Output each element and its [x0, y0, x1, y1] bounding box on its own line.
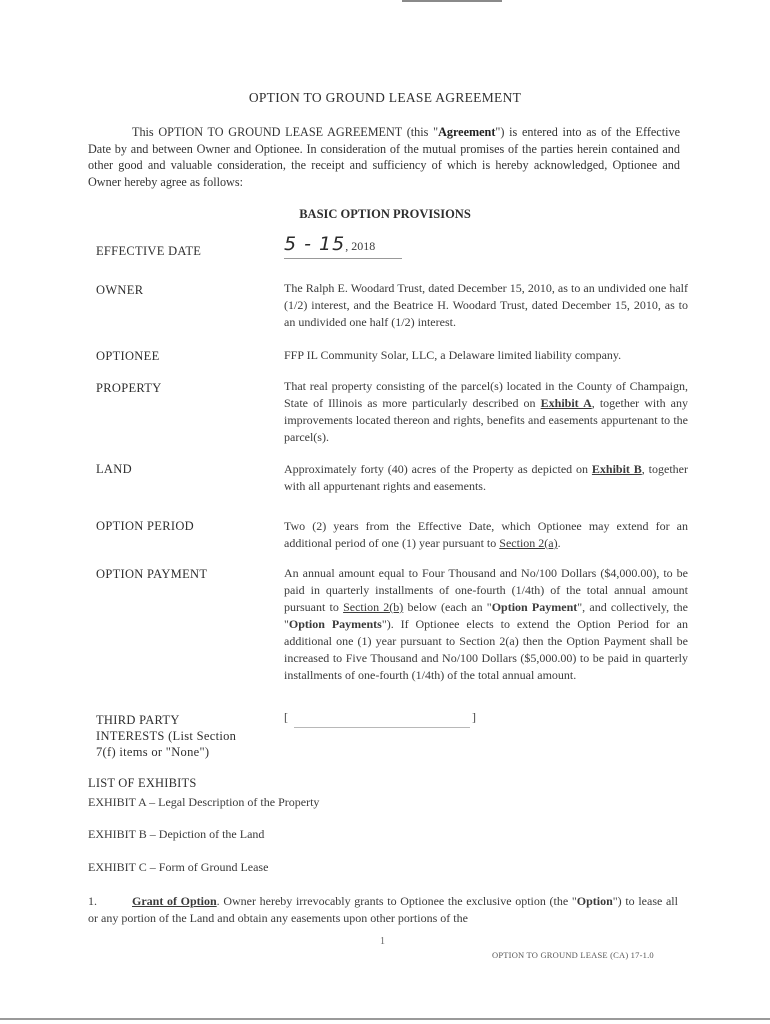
optionee-label: OPTIONEE [96, 349, 160, 363]
owner-label: OWNER [96, 283, 144, 297]
intro-paragraph: This OPTION TO GROUND LEASE AGREEMENT (this "Agreement") is entered into as of the Effective Date by and between Owner and Optionee. In consideration of the mutual promises of the parties herein contained and other good and valuable consideration, the receipt and sufficiency of which is hereby acknowledged, Optionee and Owner hereby agree as follows: [88, 125, 680, 189]
exhibit-a-item: EXHIBIT A – Legal Description of the Property [88, 795, 320, 809]
section-2b-ref: Section 2(b) [343, 600, 404, 614]
option-payments-term: Option Payments [288, 617, 382, 631]
document-title: OPTION TO GROUND LEASE AGREEMENT [248, 90, 522, 105]
third-party-blank-field [294, 727, 470, 728]
scan-edge [0, 1018, 770, 1020]
option-term: Option [576, 894, 613, 908]
owner-value: The Ralph E. Woodard Trust, dated December 15, 2010, as to an undivided one half (1/2) interest, and the Beatrice H. Woodard Trust, dated December 15, 2010, as to an undivided one half (1/2) interest. [284, 281, 688, 329]
exhibit-a-ref: Exhibit A [540, 396, 592, 410]
third-party-bracket-close: ] [472, 710, 476, 724]
exhibit-b-ref: Exhibit B [591, 462, 642, 476]
option-period-label: OPTION PERIOD [96, 519, 194, 533]
agreement-term: Agreement [438, 125, 496, 139]
third-party-label: THIRD PARTY INTERESTS (List Section 7(f) items or "None") [96, 713, 237, 759]
exhibits-title: LIST OF EXHIBITS [88, 776, 197, 790]
grant-of-option-heading: Grant of Option [132, 894, 217, 908]
handwritten-date: 5 - 15 [284, 233, 346, 255]
effective-date-value: 5 - 15, 2018 [284, 233, 376, 255]
date-underline [284, 258, 402, 259]
scan-mark [402, 0, 502, 2]
document-footer: OPTION TO GROUND LEASE (CA) 17-1.0 [492, 950, 654, 960]
section-heading: BASIC OPTION PROVISIONS [299, 207, 471, 221]
exhibit-b-item: EXHIBIT B – Depiction of the Land [88, 827, 265, 841]
land-value: Approximately forty (40) acres of the Property as depicted on Exhibit B, together with all appurtenant rights and easements. [284, 462, 688, 493]
property-value: That real property consisting of the parcel(s) located in the County of Champaign, State of Illinois as more particularly described on Exhibit A, together with any improvements located thereon and rights, benefits and easements appurtenant to the parcel(s). [284, 379, 688, 444]
option-payment-value: An annual amount equal to Four Thousand and No/100 Dollars ($4,000.00), to be paid in quarterly installments of one-fourth (1/4th) of the total annual amount pursuant to Section 2(b) below (each an "Option Payment", and collectively, the "Option Payments"). If Optionee elects to extend the Option Period for an additional one (1) year pursuant to Section 2(a) then the Option Payment shall be increased to Five Thousand and No/100 Dollars ($5,000.00) to be paid in quarterly installments of one-fourth (1/4th) of the total annual amount. [284, 566, 688, 682]
land-label: LAND [96, 462, 132, 476]
option-payment-label: OPTION PAYMENT [96, 567, 208, 581]
option-period-value: Two (2) years from the Effective Date, which Optionee may extend for an additional period of one (1) year pursuant to Section 2(a). [284, 519, 688, 550]
grant-of-option-paragraph: 1. Grant of Option. Owner hereby irrevocably grants to Optionee the exclusive option (the "Option") to lease all or any portion of the Land and obtain any easements upon other portions of the [88, 894, 678, 925]
effective-date-label: EFFECTIVE DATE [96, 244, 202, 258]
page-number: 1 [380, 936, 385, 947]
section-2a-ref: Section 2(a) [499, 536, 558, 550]
property-label: PROPERTY [96, 381, 162, 395]
exhibit-c-item: EXHIBIT C – Form of Ground Lease [88, 860, 269, 874]
option-payment-term: Option Payment [491, 600, 578, 614]
optionee-value: FFP IL Community Solar, LLC, a Delaware limited liability company. [284, 348, 622, 362]
third-party-bracket-open: [ [284, 710, 288, 724]
